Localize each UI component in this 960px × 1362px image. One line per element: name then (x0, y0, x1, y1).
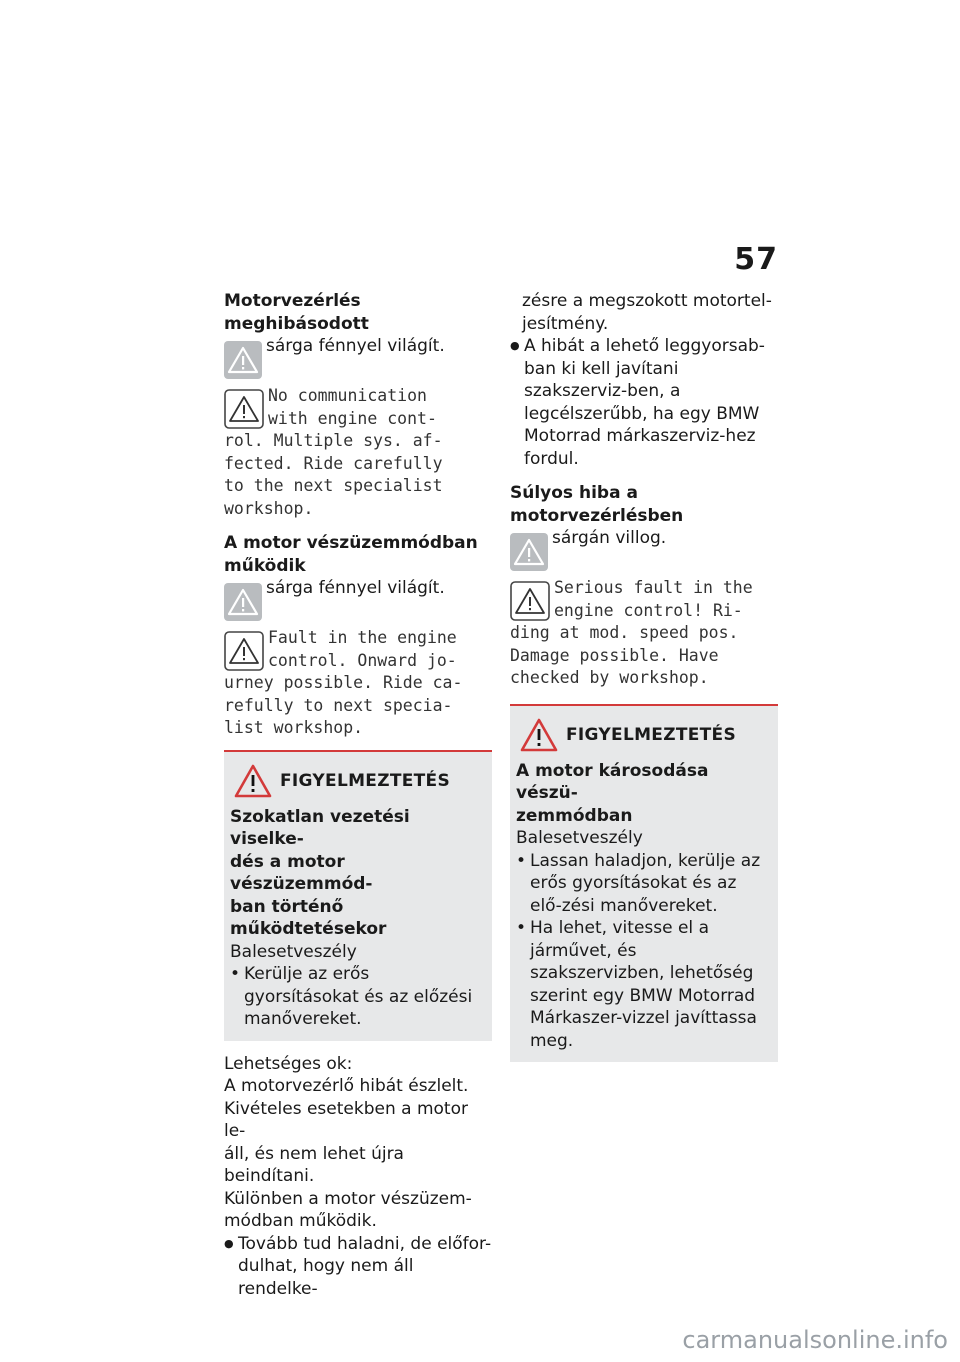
indicator-warning-icon (224, 583, 262, 621)
warning-heading-line: ban történő működtetésekor (230, 896, 387, 939)
message-line: engine control! Ri- (554, 600, 743, 620)
indicator-warning-icon (510, 533, 548, 571)
display-message (224, 385, 492, 520)
body-bullet: ● Tovább tud haladni, de előfor-dulhat, hogy nem áll rendelke- (224, 1233, 492, 1301)
warning-triangle-icon (520, 718, 558, 752)
message-line: rol. Multiple sys. af- (224, 431, 443, 450)
warning-bullet: • Ha lehet, vitesse el a járművet, és szakszervizben, lehetőség szerint egy BMW Motorrad Márkaszer-vizzel javíttassa meg. (516, 917, 772, 1052)
section-title-line: A motor vészüzemmódban (224, 533, 478, 553)
continued-line: jesítmény. (522, 313, 609, 334)
section-title-line: motorvezérlésben (510, 505, 684, 526)
right-column (510, 290, 778, 1062)
display-warning-icon (510, 581, 550, 621)
indicator-text: sárga fénnyel világít. (266, 336, 445, 356)
body-line: áll, és nem lehet újra beindítani. (224, 1143, 404, 1186)
display-warning-icon (224, 631, 264, 671)
message-line: ding at mod. speed pos. (510, 623, 739, 642)
warning-bullet: • Lassan haladjon, kerülje az erős gyorsításokat és az elő-zési manővereket. (516, 850, 772, 918)
warning-box (224, 750, 492, 1041)
display-warning-icon (224, 389, 264, 429)
warning-label: FIGYELMEZTETÉS (566, 724, 736, 745)
message-line: fected. Ride carefully (224, 453, 443, 473)
warning-heading-line: zemmódban (516, 805, 633, 826)
warning-triangle-icon (234, 764, 272, 798)
display-message (224, 627, 492, 740)
message-line: Fault in the engine (268, 628, 457, 647)
indicator-row (224, 335, 492, 379)
body-line: módban működik. (224, 1211, 377, 1231)
section-title: Motorvezérlés meghibásodott (224, 291, 369, 334)
body-line: Különben a motor vészüzem- (224, 1188, 472, 1209)
body-line: A motorvezérlő hibát észlelt. (224, 1076, 469, 1096)
indicator-row (224, 577, 492, 621)
message-line: to the next specialist (224, 476, 443, 495)
message-line: Damage possible. Have (510, 645, 719, 665)
message-line: urney possible. Ride ca- (224, 673, 463, 692)
page-number: 57 (734, 242, 778, 277)
indicator-row (510, 527, 778, 571)
message-line: checked by workshop. (510, 668, 709, 687)
message-line: with engine cont- (268, 408, 437, 428)
message-line: refully to next specia- (224, 695, 453, 715)
message-line: control. Onward jo- (268, 650, 457, 670)
message-line: No communication (268, 386, 427, 405)
body-bullet: ● A hibát a lehető leggyorsab-ban ki kell javítani szakszerviz-ben, a legcélszerűbb, ha egy BMW Motorrad márkaszerviz-hez fordul. (510, 335, 778, 470)
warning-heading-line: A motor károsodása vészü- (516, 760, 709, 803)
section-title-line: működik (224, 555, 306, 576)
indicator-warning-icon (224, 341, 262, 379)
indicator-text: sárga fénnyel világít. (266, 578, 445, 598)
warning-heading-line: Szokatlan vezetési viselke- (230, 806, 410, 849)
warning-box (510, 704, 778, 1063)
warning-bullet: • Kerülje az erős gyorsításokat és az előzési manővereket. (230, 963, 486, 1031)
left-column (224, 290, 492, 1300)
display-message (510, 577, 778, 690)
section-title-line: Súlyos hiba a (510, 483, 638, 503)
message-line: workshop. (224, 498, 314, 518)
message-line: Serious fault in the (554, 578, 753, 597)
message-line: list workshop. (224, 718, 364, 737)
body-line: Kivételes esetekben a motor le- (224, 1098, 468, 1141)
warning-risk: Balesetveszély (516, 828, 643, 848)
warning-label: FIGYELMEZTETÉS (280, 770, 450, 791)
continued-line: zésre a megszokott motortel- (522, 291, 772, 311)
warning-risk: Balesetveszély (230, 941, 357, 962)
body-line: Lehetséges ok: (224, 1053, 353, 1074)
warning-heading-line: dés a motor vészüzemmód- (230, 851, 373, 894)
watermark: carmanualsonline.info (682, 1326, 948, 1354)
indicator-text: sárgán villog. (552, 528, 667, 548)
